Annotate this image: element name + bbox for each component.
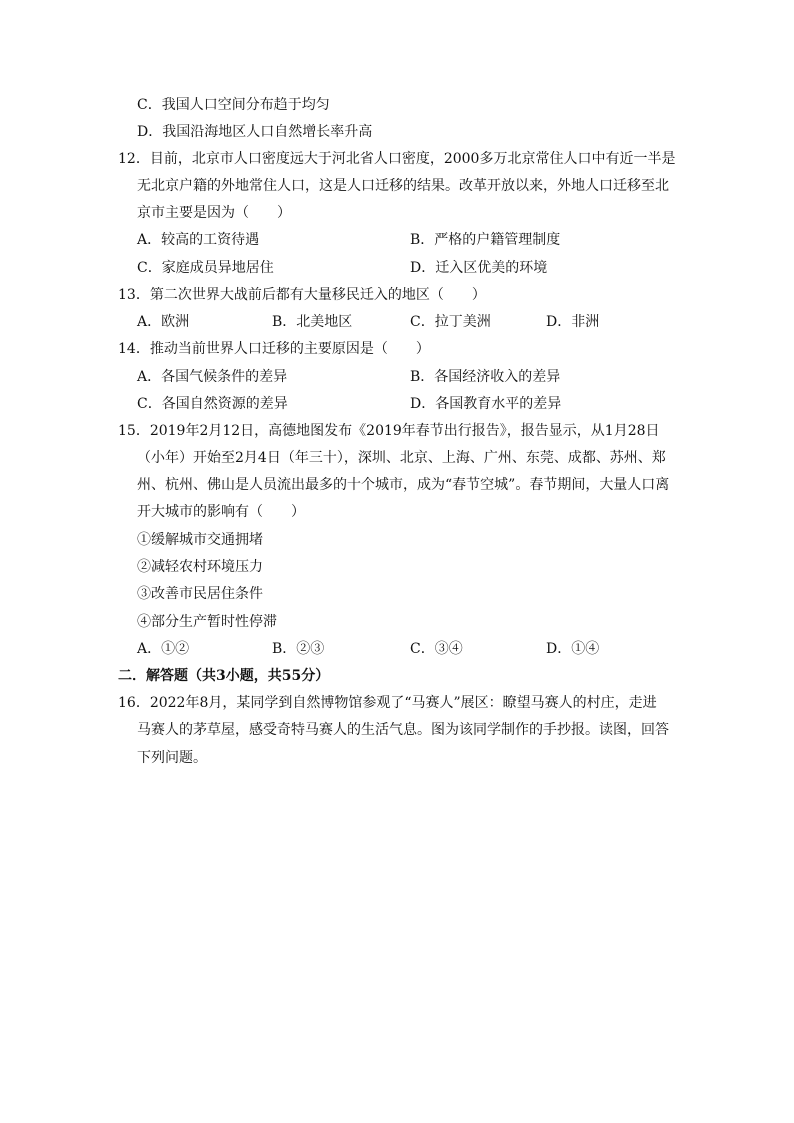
q12-option-b: B．严格的户籍管理制度 (410, 232, 561, 248)
q13-option-c: C．拉丁美洲 (410, 314, 491, 330)
q16-stem-line1: 16．2022年8月，某同学到自然博物馆参观了“马赛人”展区：瞭望马赛人的村庄，走进 (118, 695, 657, 711)
q11-option-c: C．我国人口空间分布趋于均匀 (137, 97, 330, 113)
q15-option-c: C．③④ (410, 641, 463, 657)
q13-option-d: D．非洲 (546, 314, 600, 330)
q15-statement-2: ②减轻农村环境压力 (137, 559, 263, 575)
q15-statement-4: ④部分生产暂时性停滞 (137, 614, 277, 630)
q12-stem-line2: 无北京户籍的外地常住人口，这是人口迁移的结果。改革开放以来，外地人口迁移至北 (137, 178, 669, 194)
q13-option-b: B．北美地区 (272, 314, 353, 330)
q12-option-c: C．家庭成员异地居住 (137, 260, 274, 276)
q15-statement-1: ①缓解城市交通拥堵 (137, 532, 263, 548)
q15-option-a: A．①② (137, 641, 190, 657)
q11-option-d: D．我国沿海地区人口自然增长率升高 (137, 124, 373, 140)
q15-stem-line3: 州、杭州、佛山是人员流出最多的十个城市，成为“春节空城”。春节期间，大量人口离 (137, 477, 670, 493)
q14-option-b: B．各国经济收入的差异 (410, 369, 561, 385)
q12-stem-line1: 12．目前，北京市人口密度远大于河北省人口密度，2000多万北京常住人口中有近一半是 (118, 151, 676, 167)
q15-stem-line1: 15．2019年2月12日，高德地图发布《2019年春节出行报告》，报告显示，从1月28日 (118, 423, 660, 439)
q12-stem-line3: 京市主要是因为（ ） (137, 205, 291, 221)
q14-option-d: D．各国教育水平的差异 (410, 396, 562, 412)
q14-stem-line1: 14．推动当前世界人口迁移的主要原因是（ ） (118, 341, 430, 357)
q12-option-d: D．迁入区优美的环境 (410, 260, 548, 276)
q16-stem-line3: 下列问题。 (137, 750, 207, 766)
q15-stem-line2: （小年）开始至2月4日（年三十），深圳、北京、上海、广州、东莞、成都、苏州、郑 (137, 450, 666, 466)
q15-statement-3: ③改善市民居住条件 (137, 586, 263, 602)
q13-option-a: A．欧洲 (137, 314, 190, 330)
q13-stem-line1: 13．第二次世界大战前后都有大量移民迁入的地区（ ） (118, 287, 486, 303)
q14-option-a: A．各国气候条件的差异 (137, 369, 288, 385)
q15-option-b: B．②③ (272, 641, 325, 657)
q15-option-d: D．①④ (546, 641, 600, 657)
q14-option-c: C．各国自然资源的差异 (137, 396, 288, 412)
q16-stem-line2: 马赛人的茅草屋，感受奇特马赛人的生活气息。图为该同学制作的手抄报。读图，回答 (137, 722, 669, 738)
section-heading: 二．解答题（共3小题，共55分） (118, 668, 330, 684)
q12-option-a: A．较高的工资待遇 (137, 232, 260, 248)
q15-stem-line4: 开大城市的影响有（ ） (137, 504, 305, 520)
